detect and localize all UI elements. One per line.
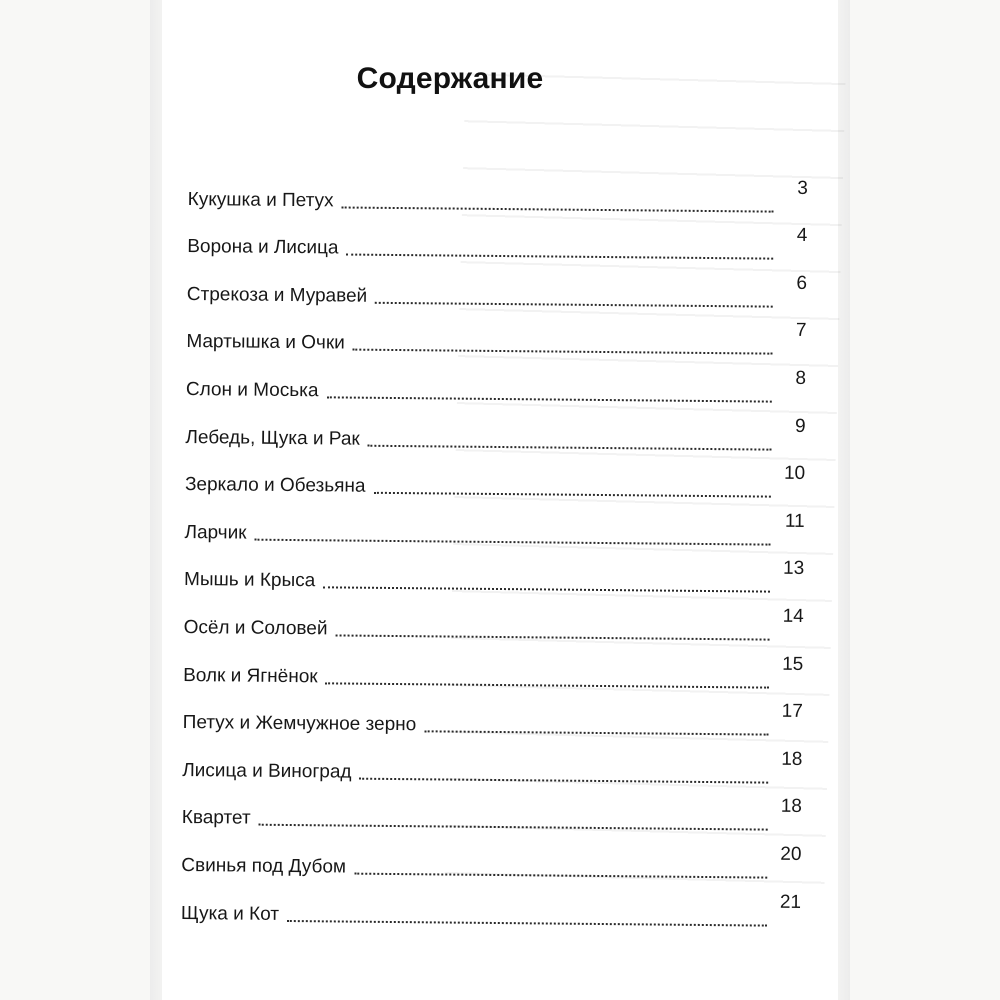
entry-title: Осёл и Соловей xyxy=(183,616,328,640)
toc-entry xyxy=(187,220,807,274)
toc-entry xyxy=(182,791,802,845)
page-number: 6 xyxy=(796,272,808,294)
toc-entry xyxy=(185,458,805,512)
toc-entry xyxy=(184,505,804,559)
page-number: 4 xyxy=(796,225,808,247)
page-number: 13 xyxy=(782,558,805,580)
entry-title: Лебедь, Щука и Рак xyxy=(185,426,360,450)
entry-title: Петух и Жемчужное зерно xyxy=(182,712,417,736)
entry-title: Слон и Моська xyxy=(185,378,319,402)
toc-entry xyxy=(183,648,803,702)
toc-entry xyxy=(187,267,807,321)
toc-entry xyxy=(183,600,803,654)
entry-title: Щука и Кот xyxy=(180,902,280,925)
toc-entry xyxy=(181,886,801,940)
entry-title: Кукушка и Петух xyxy=(187,188,334,211)
page-number: 9 xyxy=(794,415,806,437)
dot-leader xyxy=(259,823,768,831)
page-number: 3 xyxy=(797,177,808,199)
dot-leader xyxy=(341,205,773,212)
entry-title: Лисица и Виноград xyxy=(182,759,352,783)
toc-entry xyxy=(181,838,801,892)
entry-title: Свинья под Дубом xyxy=(181,854,347,878)
page-number: 20 xyxy=(780,843,802,865)
entry-title: Мартышка и Очки xyxy=(186,331,345,354)
dot-leader xyxy=(254,537,770,545)
dot-leader xyxy=(375,301,773,308)
entry-title: Мышь и Крыса xyxy=(183,569,316,592)
dot-leader xyxy=(326,681,770,688)
page-number: 11 xyxy=(784,510,805,532)
dot-leader xyxy=(287,918,767,926)
contents-heading: Содержание xyxy=(356,62,544,95)
entry-title: Ларчик xyxy=(184,521,247,544)
dot-leader xyxy=(326,395,771,402)
toc-entry xyxy=(186,362,806,416)
toc-entry xyxy=(188,172,808,226)
entry-title: Стрекоза и Муравей xyxy=(186,283,368,307)
page-number: 14 xyxy=(782,605,804,627)
toc-entry xyxy=(184,553,804,607)
page-number: 21 xyxy=(779,891,802,913)
entry-title: Зеркало и Обезьяна xyxy=(184,474,366,497)
toc-entry xyxy=(185,410,805,464)
dot-leader xyxy=(359,776,768,783)
page-number: 15 xyxy=(782,653,804,675)
dot-leader xyxy=(368,443,772,450)
toc-entry xyxy=(186,315,806,369)
page-number: 17 xyxy=(781,700,803,723)
dot-leader xyxy=(424,729,768,735)
entry-title: Ворона и Лисица xyxy=(187,236,339,259)
entry-title: Квартет xyxy=(181,807,251,829)
page-number: 18 xyxy=(781,748,803,770)
dot-leader xyxy=(353,348,773,355)
page-number: 18 xyxy=(780,796,803,818)
dot-leader xyxy=(335,633,769,640)
entry-title: Волк и Ягнёнок xyxy=(183,664,318,687)
dot-leader xyxy=(373,491,771,498)
dot-leader xyxy=(323,586,770,593)
dot-leader xyxy=(354,872,767,879)
table-of-contents xyxy=(181,172,808,938)
page-number: 10 xyxy=(783,462,806,485)
page-number: 8 xyxy=(795,367,807,389)
page-number: 7 xyxy=(795,320,807,342)
toc-entry xyxy=(182,743,802,797)
toc-entry xyxy=(183,696,803,750)
dot-leader xyxy=(346,253,773,260)
